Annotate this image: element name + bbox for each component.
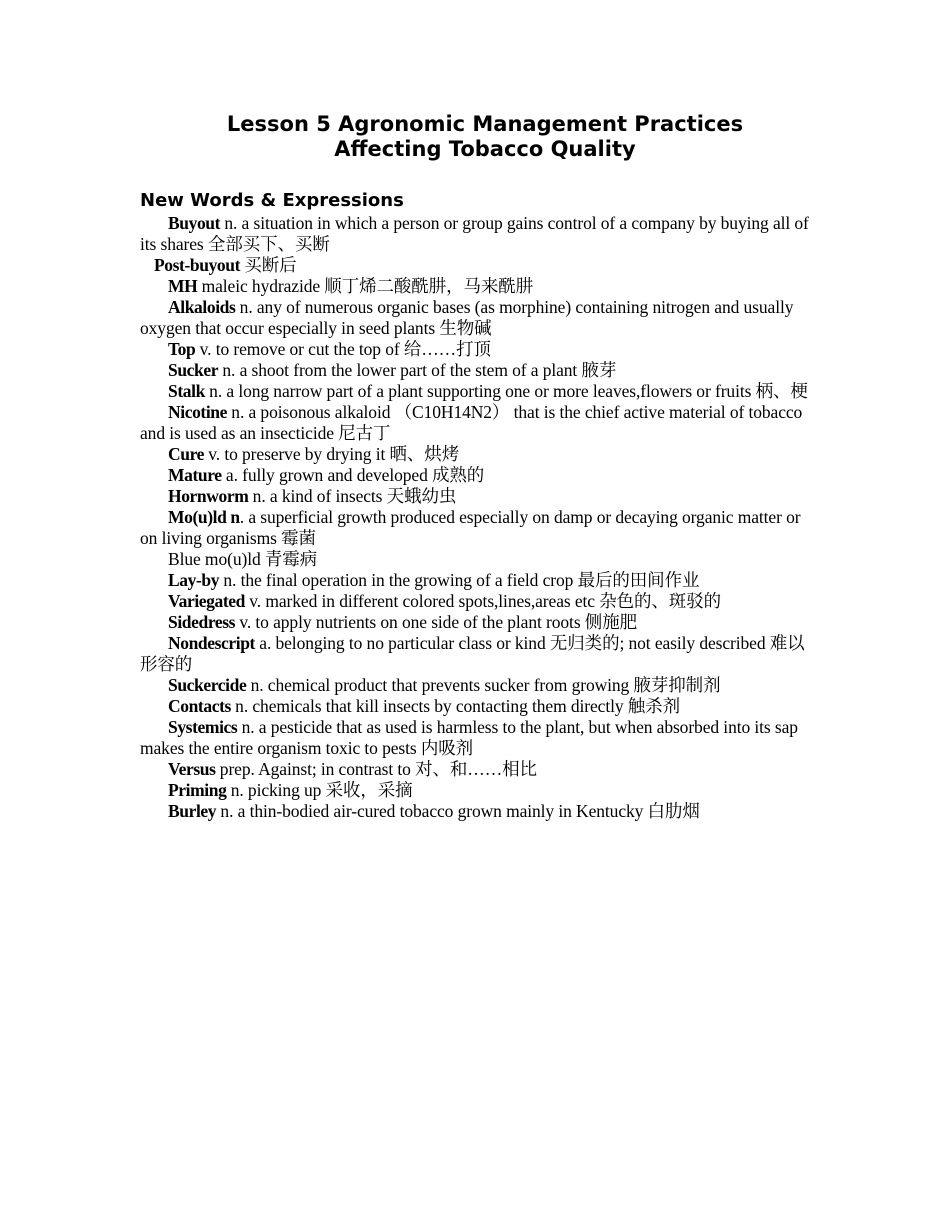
vocab-term: Nicotine <box>168 402 228 422</box>
vocab-entry-cure <box>140 444 820 465</box>
vocab-entry-stalk <box>140 381 820 402</box>
vocab-term: Variegated <box>168 591 246 611</box>
vocab-entry-mh <box>140 276 820 297</box>
vocab-term: Lay-by <box>168 570 220 590</box>
vocab-entry-systemics <box>140 717 820 759</box>
vocab-entry-top <box>140 339 820 360</box>
vocab-definition: v. to preserve by drying it 晒、烘烤 <box>204 444 460 464</box>
vocab-entry-buyout <box>140 213 820 255</box>
vocab-entry-hornworm <box>140 486 820 507</box>
vocab-term: Hornworm <box>168 486 249 506</box>
vocab-entry-alkaloids <box>140 297 820 339</box>
vocab-definition: n. a shoot from the lower part of the stem of a plant 腋芽 <box>218 360 617 380</box>
vocab-term: Cure <box>168 444 204 464</box>
vocabulary-list <box>140 213 820 822</box>
vocab-term: Post-buyout <box>154 255 241 275</box>
vocab-definition: v. marked in different colored spots,lines,areas etc 杂色的、斑驳的 <box>245 591 722 611</box>
vocab-entry-priming <box>140 780 820 801</box>
vocab-definition: a. fully grown and developed 成熟的 <box>221 465 485 485</box>
vocab-definition: 买断后 <box>240 255 297 275</box>
vocab-term: Contacts <box>168 696 231 716</box>
vocab-definition: n. picking up 采收，采摘 <box>226 780 413 800</box>
vocab-entry-sucker <box>140 360 820 381</box>
vocab-definition: n. the final operation in the growing of a field crop 最后的田间作业 <box>219 570 700 590</box>
vocab-definition: maleic hydrazide 顺丁烯二酸酰肼，马来酰肼 <box>197 276 534 296</box>
vocab-definition: n. a thin-bodied air-cured tobacco grown mainly in Kentucky 白肋烟 <box>216 801 700 821</box>
vocab-entry-mould <box>140 507 820 549</box>
vocab-term: Burley <box>168 801 217 821</box>
lesson-title-line-2: Affecting Tobacco Quality <box>334 137 636 161</box>
vocab-term: Suckercide <box>168 675 247 695</box>
vocab-term: Sidedress <box>168 612 236 632</box>
vocab-entry-nicotine <box>140 402 820 444</box>
vocab-term: Buyout <box>168 213 221 233</box>
vocab-entry-contacts <box>140 696 820 717</box>
vocab-entry-versus <box>140 759 820 780</box>
vocab-term: Top <box>168 339 196 359</box>
vocab-entry-post-buyout <box>140 255 820 276</box>
vocab-definition: n. any of numerous organic bases (as morphine) containing nitrogen and usually oxygen that occur especially in seed plants 生物碱 <box>140 297 794 338</box>
vocab-entry-sidedress <box>140 612 820 633</box>
vocab-term: Nondescript <box>168 633 255 653</box>
vocab-entry-nondescript <box>140 633 820 675</box>
vocab-term: Priming <box>168 780 227 800</box>
vocab-term: Mo(u)ld n <box>168 507 240 527</box>
vocab-entry-variegated <box>140 591 820 612</box>
vocab-definition: prep. Against; in contrast to 对、和……相比 <box>215 759 537 779</box>
vocab-term: Mature <box>168 465 222 485</box>
vocab-definition: n. a pesticide that as used is harmless to the plant, but when absorbed into its sap makes the entire organism toxic to pests 内吸剂 <box>140 717 798 758</box>
vocab-entry-burley <box>140 801 820 822</box>
vocab-definition: n. a poisonous alkaloid （C10H14N2） that is the chief active material of tobacco and is used as an insecticide 尼古丁 <box>140 402 803 443</box>
vocab-definition: n. chemicals that kill insects by contacting them directly 触杀剂 <box>230 696 680 716</box>
vocab-definition: n. a situation in which a person or group gains control of a company by buying all of its shares 全部买下、买断 <box>140 213 809 254</box>
vocab-definition: a. belonging to no particular class or kind 无归类的; not easily described 难以形容的 <box>140 633 805 674</box>
vocab-definition: v. to apply nutrients on one side of the plant roots 侧施肥 <box>235 612 638 632</box>
vocab-term: Sucker <box>168 360 219 380</box>
vocab-entry-lay-by <box>140 570 820 591</box>
vocab-term: Stalk <box>168 381 205 401</box>
vocab-term: Systemics <box>168 717 238 737</box>
vocab-definition: Blue mo(u)ld 青霉病 <box>168 549 318 569</box>
vocab-entry-mature <box>140 465 820 486</box>
vocab-definition: n. a long narrow part of a plant supporting one or more leaves,flowers or fruits 柄、梗 <box>204 381 808 401</box>
vocab-term: Alkaloids <box>168 297 236 317</box>
vocab-definition: n. a kind of insects 天蛾幼虫 <box>248 486 457 506</box>
document-page <box>140 112 820 821</box>
vocab-entry-blue-mould <box>140 549 820 570</box>
vocab-definition: v. to remove or cut the top of 给……打顶 <box>195 339 491 359</box>
section-heading: New Words & Expressions <box>140 190 404 211</box>
vocab-entry-suckercide <box>140 675 820 696</box>
vocab-term: Versus <box>168 759 216 779</box>
lesson-title-line-1: Lesson 5 Agronomic Management Practices <box>226 112 744 136</box>
vocab-definition: . a superficial growth produced especially on damp or decaying organic matter or on living organisms 霉菌 <box>140 507 801 548</box>
vocab-term: MH <box>168 276 198 296</box>
vocab-definition: n. chemical product that prevents sucker from growing 腋芽抑制剂 <box>246 675 721 695</box>
lesson-title <box>140 112 820 162</box>
